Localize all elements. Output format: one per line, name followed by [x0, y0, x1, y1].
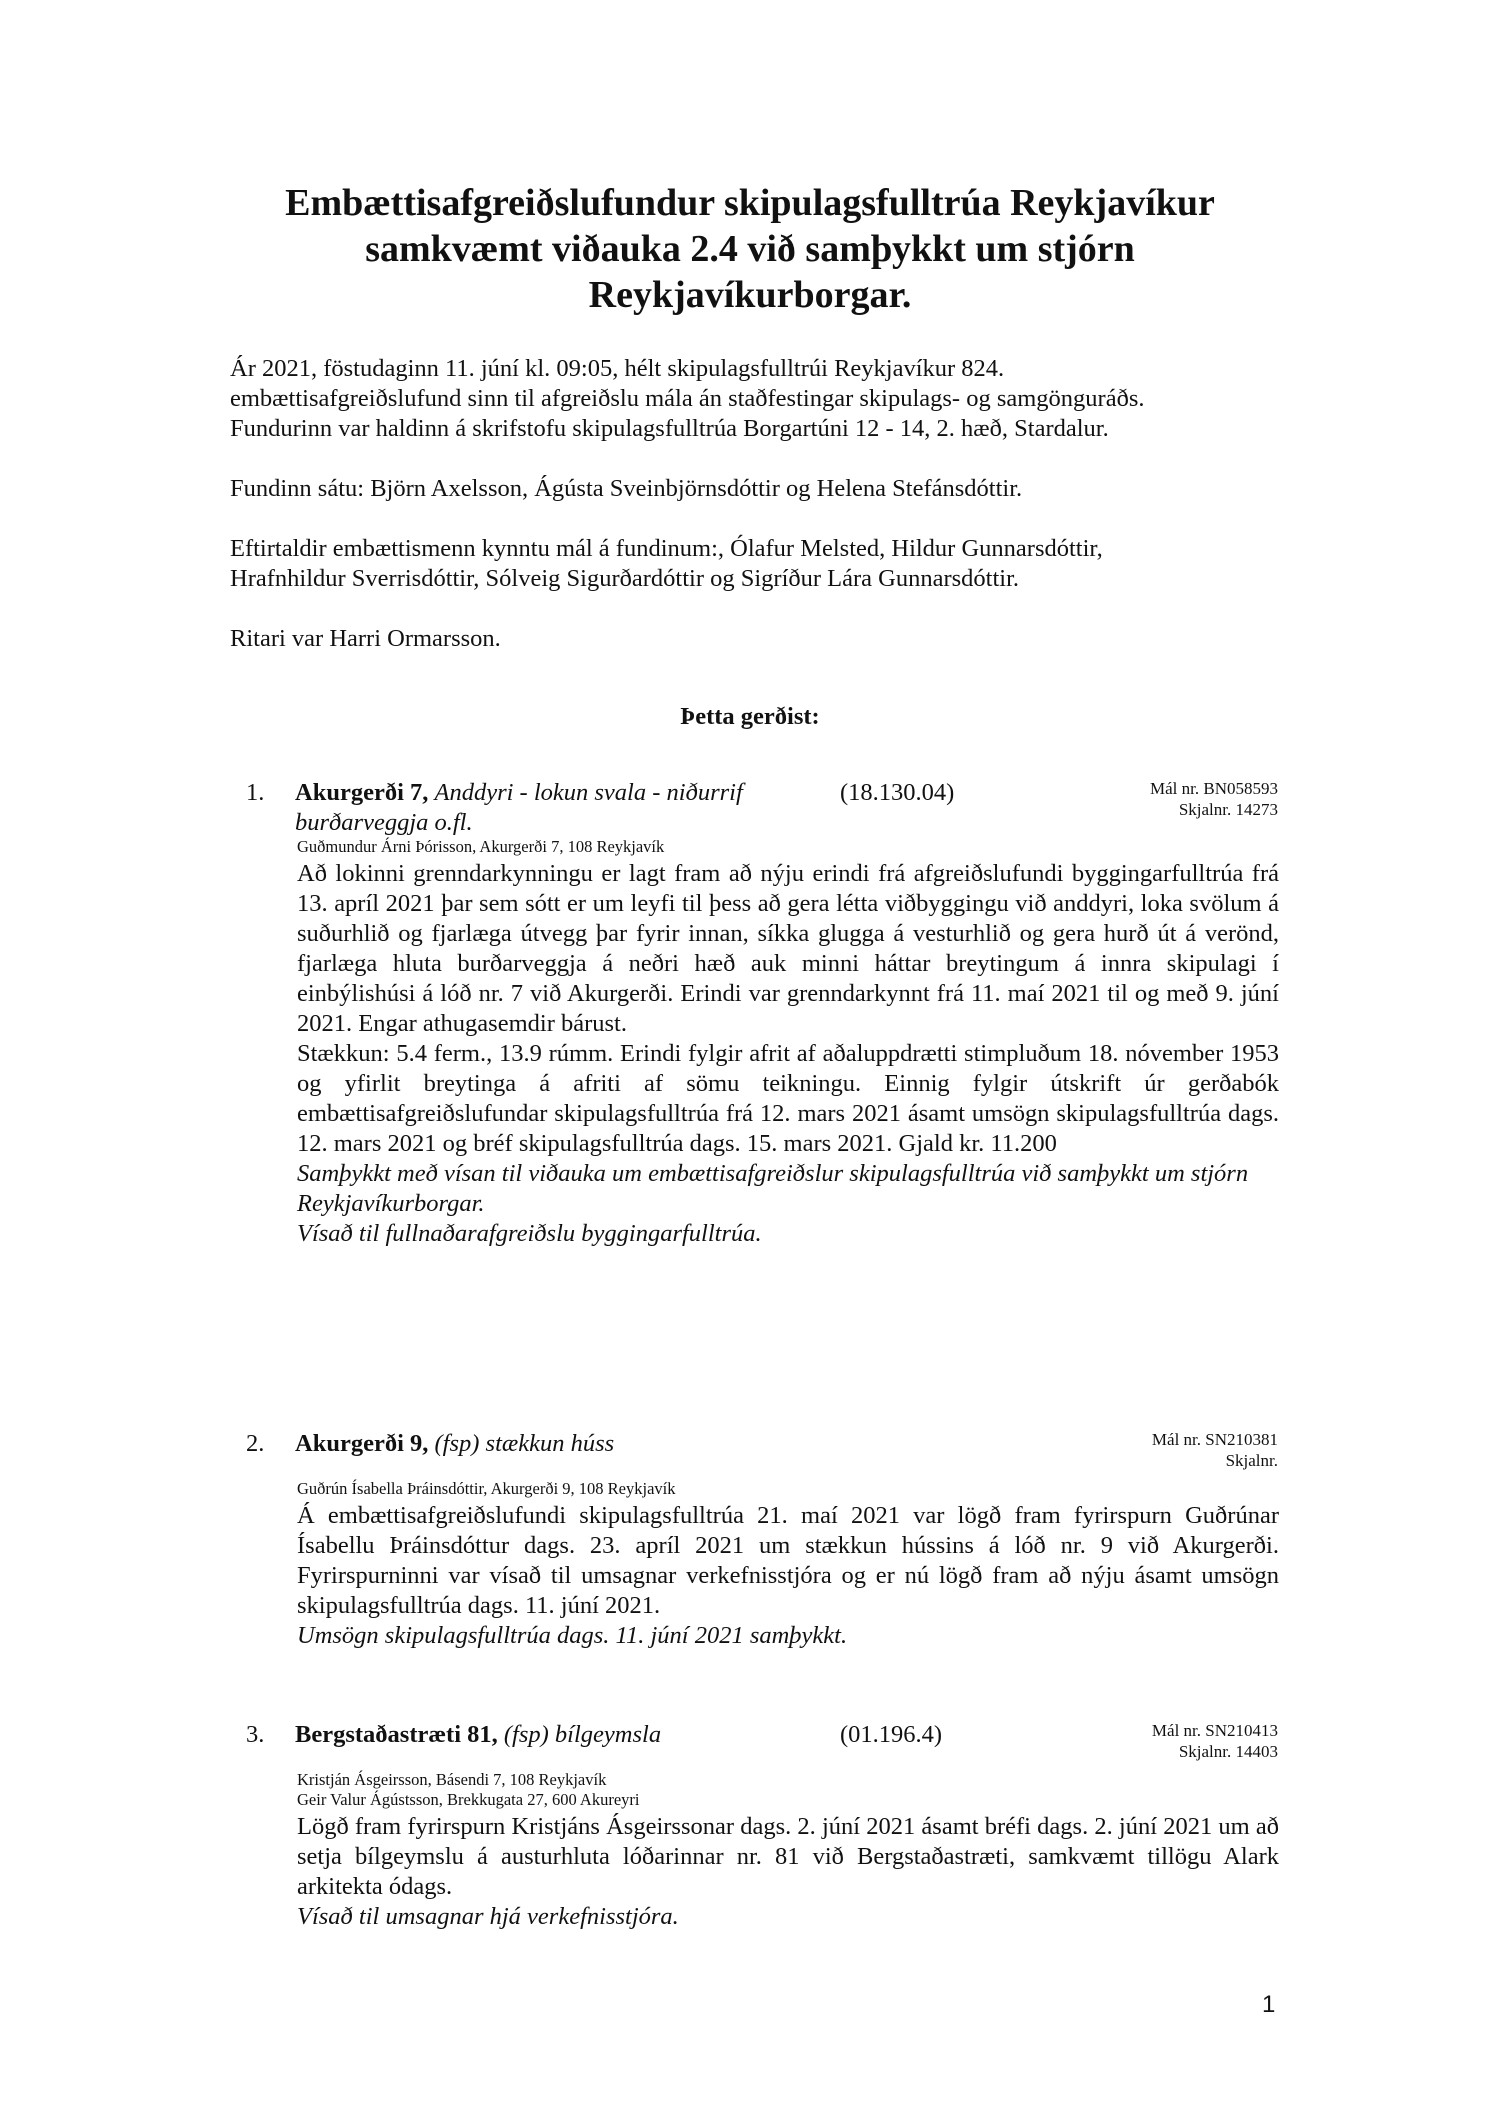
- title-line: samkvæmt viðauka 2.4 við samþykkt um stjórn: [365, 228, 1135, 270]
- item-references: [1150, 778, 1278, 820]
- document-title: [200, 180, 1300, 318]
- file-number: Skjalnr. 14273: [1178, 800, 1278, 819]
- item-number: 1.: [246, 779, 265, 806]
- item-applicant: Geir Valur Ágústsson, Brekkugata 27, 600 Akureyri: [297, 1790, 640, 1809]
- title-line: Embættisafgreiðslufundur skipulagsfulltrúa Reykjavíkur: [285, 182, 1215, 224]
- item-applicant: Kristján Ásgeirsson, Básendi 7, 108 Reykjavík: [297, 1770, 607, 1789]
- item-paragraph: Lögð fram fyrirspurn Kristjáns Ásgeirssonar dags. 2. júní 2021 ásamt bréfi dags. 2. júní 2021 um að setja bílgeymslu á austurhluta lóðarinnar nr. 81 við Bergstaðastræti, samkvæmt tillögu Alark arkitekta ódags.: [297, 1813, 1279, 1900]
- item-paragraph: Á embættisafgreiðslufundi skipulagsfulltrúa 21. maí 2021 var lögð fram fyrirspurn Guðrúnar Ísabellu Þráinsdóttur dags. 23. apríl 2021 um stækkun hússins á lóð nr. 9 við Akurgerði. Fyrirspurninni var vísað til umsagnar verkefnisstjóra og er nú lögð fram að nýju ásamt umsögn skipulagsfulltrúa dags. 11. júní 2021.: [297, 1502, 1279, 1619]
- item-body: [297, 1812, 1279, 1932]
- item-decision: Samþykkt með vísan til viðauka um embættisafgreiðslur skipulagsfulltrúa við samþykkt um stjórn Reykjavíkurborgar.: [297, 1160, 1249, 1217]
- intro-paragraph-officials: [230, 534, 1290, 594]
- item-paragraph: Að lokinni grenndarkynningu er lagt fram að nýju erindi frá afgreiðslufundi byggingarfulltrúa frá 13. apríl 2021 þar sem sótt er um leyfi til þess að gera létta viðbyggingu við anddyri, loka svölum á suðurhlið og fjarlæga útvegg þar fyrir innan, síkka glugga á vesturhlið og gera hurð út á verönd, fjarlæga hluta burðarveggja á neðri hæð auk minni háttar breytingum á innra skipulagi í einbýlishúsi á lóð nr. 7 við Akurgerði. Erindi var grenndarkynnt frá 11. maí 2021 til og með 9. júní 2021. Engar athugasemdir bárust.: [297, 860, 1279, 1037]
- item-address: Akurgerði 7,: [295, 779, 429, 806]
- item-references: [1152, 1720, 1278, 1762]
- item-heading: [295, 1429, 815, 1459]
- item-address: Bergstaðastræti 81,: [295, 1721, 498, 1748]
- intro-line: Ár 2021, föstudaginn 11. júní kl. 09:05, hélt skipulagsfulltrúi Reykjavíkur 824.: [230, 355, 1005, 382]
- item-land-number: (18.130.04): [840, 779, 955, 806]
- intro-paragraph-meeting: [230, 354, 1290, 444]
- meeting-intro: [230, 354, 1290, 684]
- title-line: Reykjavíkurborgar.: [588, 274, 912, 316]
- case-number: Mál nr. SN210381: [1151, 1430, 1278, 1449]
- intro-line: embættisafgreiðslufund sinn til afgreiðslu mála án staðfestingar skipulags- og samgönguráðs.: [230, 385, 1145, 412]
- item-decision: Umsögn skipulagsfulltrúa dags. 11. júní 2021 samþykkt.: [297, 1622, 848, 1649]
- file-number: Skjalnr. 14403: [1178, 1742, 1278, 1761]
- item-decision: Vísað til fullnaðarafgreiðslu byggingarfulltrúa.: [297, 1220, 762, 1247]
- intro-line: Fundinn sátu: Björn Axelsson, Ágústa Sveinbjörnsdóttir og Helena Stefánsdóttir.: [230, 475, 1023, 502]
- intro-line: Fundurinn var haldinn á skrifstofu skipulagsfulltrúa Borgartúni 12 - 14, 2. hæð, Stardalur.: [230, 415, 1109, 442]
- page-number: 1: [1262, 1991, 1276, 2018]
- item-number: 2.: [246, 1430, 265, 1457]
- file-number: Skjalnr.: [1225, 1451, 1278, 1470]
- item-applicant: Guðmundur Árni Þórisson, Akurgerði 7, 108 Reykjavík: [297, 837, 665, 856]
- intro-line: Hrafnhildur Sverrisdóttir, Sólveig Sigurðardóttir og Sigríður Lára Gunnarsdóttir.: [230, 565, 1020, 592]
- item-number: 3.: [246, 1721, 265, 1748]
- item-applicant: Guðrún Ísabella Þráinsdóttir, Akurgerði 9, 108 Reykjavík: [297, 1479, 676, 1498]
- item-references: [1152, 1429, 1278, 1471]
- intro-paragraph-attendees: [230, 474, 1290, 504]
- item-decision: Vísað til umsagnar hjá verkefnisstjóra.: [297, 1903, 679, 1930]
- item-body: [297, 1501, 1279, 1651]
- item-land-number: (01.196.4): [840, 1721, 943, 1748]
- intro-paragraph-secretary: [230, 624, 1290, 654]
- case-number: Mál nr. SN210413: [1151, 1721, 1278, 1740]
- intro-line: Eftirtaldir embættismenn kynntu mál á fundinum:, Ólafur Melsted, Hildur Gunnarsdóttir,: [230, 535, 1103, 562]
- item-subject: (fsp) stækkun húss: [434, 1430, 615, 1457]
- item-heading: [295, 778, 815, 838]
- item-subject: (fsp) bílgeymsla: [503, 1721, 662, 1748]
- intro-line: Ritari var Harri Ormarsson.: [230, 625, 501, 652]
- item-body: [297, 859, 1279, 1249]
- item-heading: [295, 1720, 815, 1750]
- item-subject: Anddyri - lokun svala - niðurrif burðarveggja o.fl.: [295, 779, 743, 836]
- item-paragraph: Stækkun: 5.4 ferm., 13.9 rúmm. Erindi fylgir afrit af aðaluppdrætti stimpluðum 18. nóvember 1953 og yfirlit breytinga á afriti af sömu teikningu. Einnig fylgir útskrift úr gerðabók embættisafgreiðslufundar skipulagsfulltrúa frá 12. mars 2021 ásamt umsögn skipulagsfulltrúa dags. 12. mars 2021 og bréf skipulagsfulltrúa dags. 15. mars 2021. Gjald kr. 11.200: [297, 1040, 1279, 1157]
- section-heading: Þetta gerðist:: [680, 703, 820, 730]
- item-address: Akurgerði 9,: [295, 1430, 429, 1457]
- case-number: Mál nr. BN058593: [1150, 779, 1278, 798]
